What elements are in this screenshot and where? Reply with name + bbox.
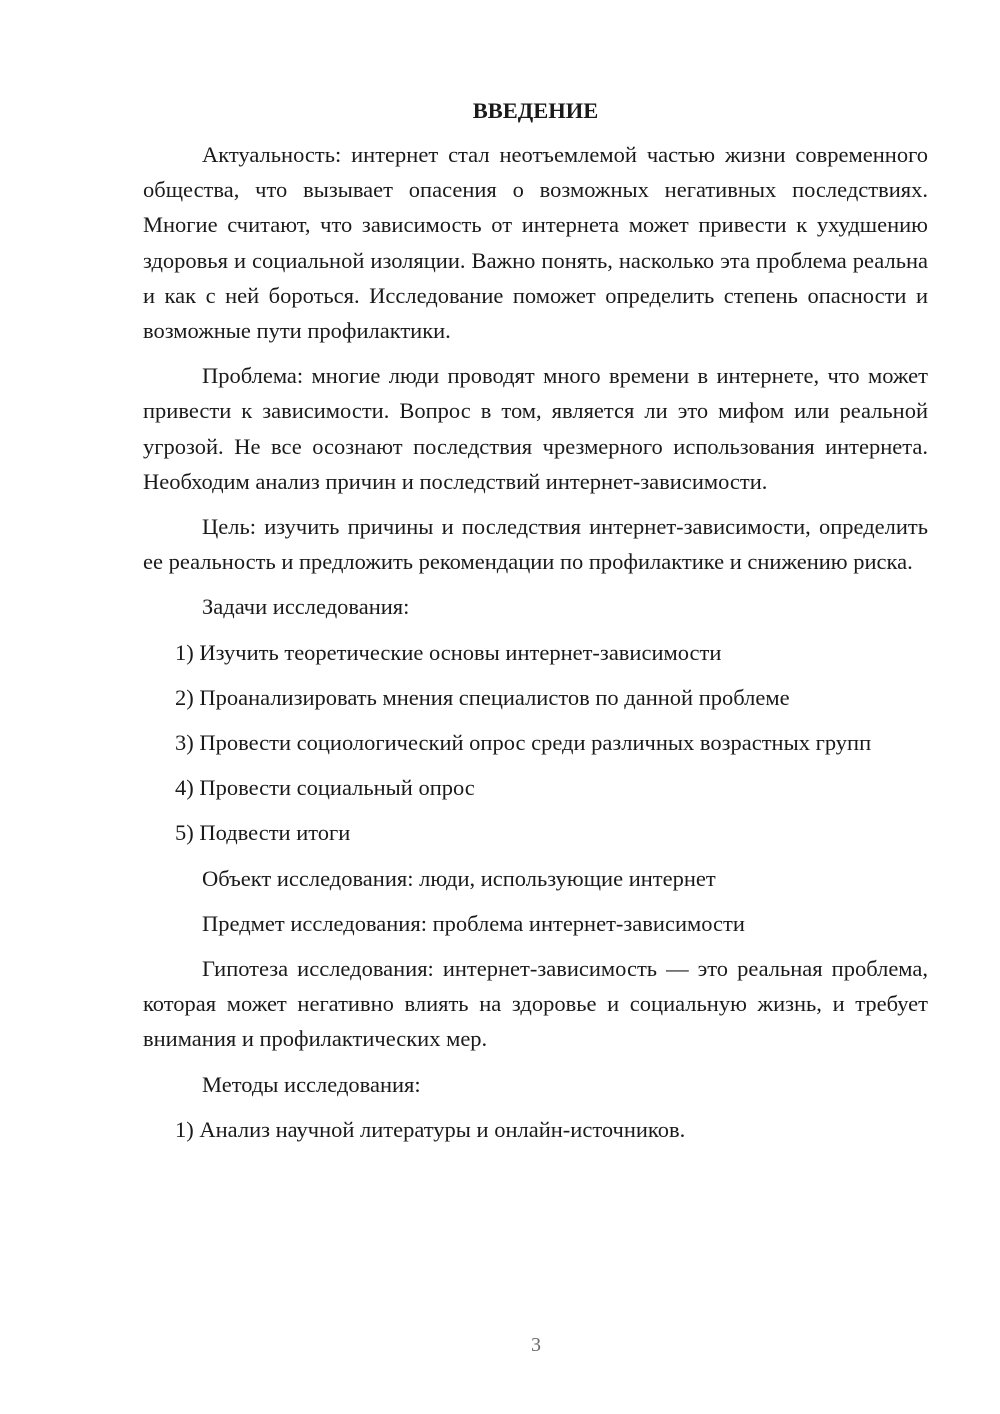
- task-item-4: 4) Провести социальный опрос: [175, 775, 475, 801]
- research-object: Объект исследования: люди, использующие интернет: [202, 865, 716, 891]
- section-title: ВВЕДЕНИЕ: [472, 98, 599, 123]
- method-item-1: 1) Анализ научной литературы и онлайн-источников.: [175, 1116, 686, 1142]
- task-item-5: 5) Подвести итоги: [175, 820, 351, 846]
- methods-heading: Методы исследования:: [202, 1071, 421, 1097]
- hypothesis-paragraph: Гипотеза исследования: интернет-зависимость — это реальная проблема, которая может негативно влиять на здоровье и социальную жизнь, и требует внимания и профилактических мер.: [143, 956, 928, 1052]
- task-item-1: 1) Изучить теоретические основы интернет-зависимости: [175, 639, 722, 665]
- problem-paragraph: Проблема: многие люди проводят много времени в интернете, что может привести к зависимости. Вопрос в том, является ли это мифом или реальной угрозой. Не все осознают последствия чрезмерного использования интернета. Необходим анализ причин и последствий интернет-зависимости.: [143, 363, 928, 494]
- page-content: [143, 95, 928, 1157]
- page-number: 3: [531, 1334, 541, 1356]
- goal-paragraph: Цель: изучить причины и последствия интернет-зависимости, определить ее реальность и предложить рекомендации по профилактике и снижению риска.: [143, 514, 928, 575]
- research-subject: Предмет исследования: проблема интернет-зависимости: [202, 910, 745, 936]
- relevance-paragraph: Актуальность: интернет стал неотъемлемой частью жизни современного общества, что вызывает опасения о возможных негативных последствиях. Многие считают, что зависимость от интернета может привести к ухудшению здоровья и социальной изоляции. Важно понять, насколько эта проблема реальна и как с ней бороться. Исследование поможет определить степень опасности и возможные пути профилактики.: [143, 142, 928, 344]
- tasks-heading: Задачи исследования:: [202, 594, 410, 620]
- task-item-2: 2) Проанализировать мнения специалистов по данной проблеме: [175, 684, 790, 710]
- task-item-3: 3) Провести социологический опрос среди различных возрастных групп: [175, 730, 872, 756]
